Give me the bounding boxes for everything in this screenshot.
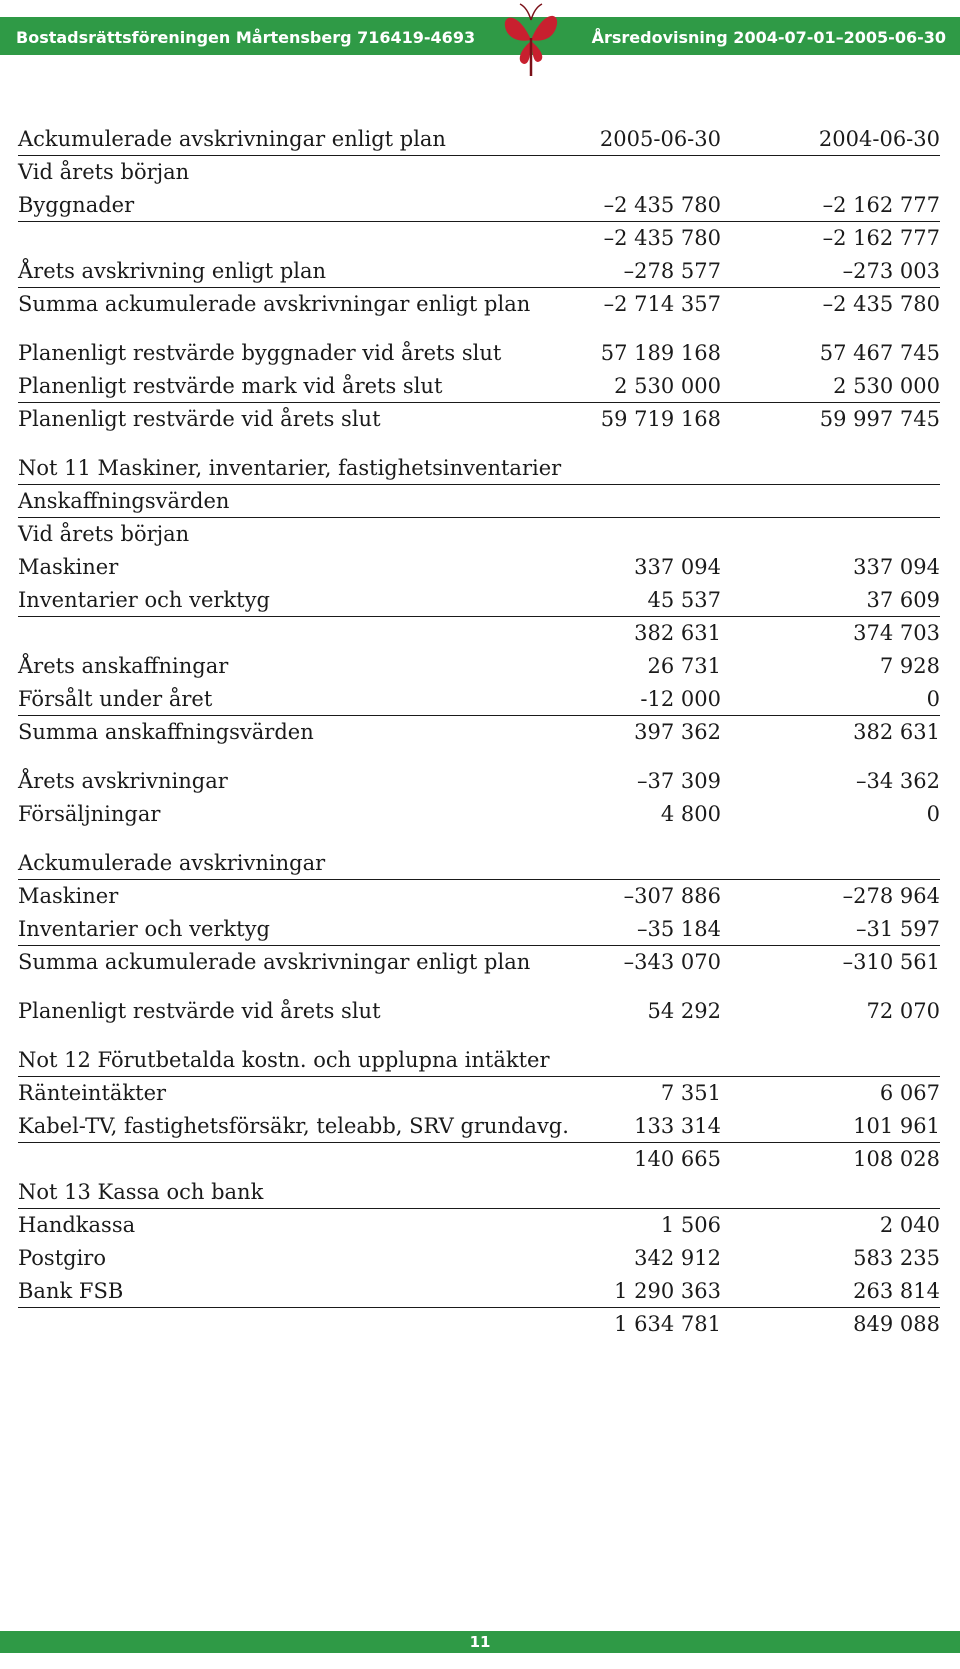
table-row: [18, 189, 940, 222]
value-2005: 342 912: [634, 1246, 721, 1270]
value-2005: –2 435 780: [603, 193, 721, 217]
butterfly-logo-icon: [500, 0, 562, 78]
row-label: Bank FSB: [18, 1279, 124, 1303]
value-2005: 1 506: [660, 1213, 721, 1237]
value-2004: –2 162 777: [822, 226, 940, 250]
table-row: [18, 1044, 940, 1077]
value-2004: 101 961: [853, 1114, 940, 1138]
table-row: [18, 403, 940, 436]
row-label: Vid årets början: [18, 522, 190, 546]
value-2004: 0: [926, 687, 940, 711]
table-row: [18, 370, 940, 403]
value-2005: 45 537: [647, 588, 721, 612]
row-label: Not 12 Förutbetalda kostn. och upplupna intäkter: [18, 1048, 550, 1072]
value-2005: 2 530 000: [614, 374, 721, 398]
value-2005: –2 435 780: [603, 226, 721, 250]
financial-notes: [18, 123, 940, 1341]
row-label: Kabel-TV, fastighetsförsäkr, teleabb, SRV grundavg.: [18, 1114, 569, 1138]
value-2004: 37 609: [866, 588, 940, 612]
table-row: [18, 1275, 940, 1308]
row-label: Årets anskaffningar: [18, 654, 229, 678]
value-2004: 57 467 745: [819, 341, 940, 365]
table-row: [18, 880, 940, 913]
table-row: [18, 1077, 940, 1110]
row-label: Försålt under året: [18, 687, 213, 711]
row-label: Anskaffningsvärden: [18, 489, 230, 513]
value-2005: 54 292: [647, 999, 721, 1023]
page-footer: [0, 1631, 960, 1653]
table-row: [18, 156, 940, 189]
row-label: Inventarier och verktyg: [18, 917, 270, 941]
value-2004: 59 997 745: [819, 407, 940, 431]
value-2004: 6 067: [879, 1081, 940, 1105]
value-2004: 337 094: [853, 555, 940, 579]
value-2005: 397 362: [634, 720, 721, 744]
value-2005: 133 314: [634, 1114, 721, 1138]
row-label: Byggnader: [18, 193, 135, 217]
row-label: Ackumulerade avskrivningar: [18, 851, 326, 875]
row-label: Försäljningar: [18, 802, 161, 826]
row-label: Årets avskrivningar: [18, 769, 228, 793]
row-label: Maskiner: [18, 555, 119, 579]
table-row: [18, 995, 940, 1028]
row-label: Årets avskrivning enligt plan: [18, 259, 327, 283]
table-row: [18, 946, 940, 979]
value-2005: –307 886: [623, 884, 721, 908]
table-row: [18, 1110, 940, 1143]
value-2005: -12 000: [640, 687, 721, 711]
table-row: [18, 1308, 940, 1341]
value-2004: 374 703: [853, 621, 940, 645]
row-label: Summa anskaffningsvärden: [18, 720, 314, 744]
value-2005: 7 351: [660, 1081, 721, 1105]
table-row: [18, 617, 940, 650]
table-row: [18, 485, 940, 518]
value-2004: 0: [926, 802, 940, 826]
table-row: [18, 518, 940, 551]
table-row: [18, 683, 940, 716]
row-label: Not 13 Kassa och bank: [18, 1180, 264, 1204]
value-2004: –310 561: [842, 950, 940, 974]
value-2004: 2004-06-30: [818, 127, 940, 151]
value-2004: –2 162 777: [822, 193, 940, 217]
table-row: [18, 123, 940, 156]
report-period: Årsredovisning 2004-07-01–2005-06-30: [591, 28, 946, 47]
value-2004: 2 040: [879, 1213, 940, 1237]
value-2004: 382 631: [853, 720, 940, 744]
row-label: Planenligt restvärde mark vid årets slut: [18, 374, 443, 398]
table-row: [18, 551, 940, 584]
table-row: [18, 1143, 940, 1176]
value-2005: –343 070: [623, 950, 721, 974]
table-row: [18, 798, 940, 831]
value-2005: 1 290 363: [614, 1279, 721, 1303]
value-2005: –35 184: [637, 917, 721, 941]
value-2005: 1 634 781: [614, 1312, 721, 1336]
value-2004: 849 088: [853, 1312, 940, 1336]
table-row: [18, 584, 940, 617]
row-label: Summa ackumulerade avskrivningar enligt plan: [18, 292, 531, 316]
table-row: [18, 913, 940, 946]
table-row: [18, 288, 940, 321]
table-row: [18, 255, 940, 288]
table-row: [18, 222, 940, 255]
row-label: Postgiro: [18, 1246, 106, 1270]
value-2004: –2 435 780: [822, 292, 940, 316]
page-header: [0, 17, 960, 55]
table-row: [18, 847, 940, 880]
value-2004: –34 362: [856, 769, 940, 793]
row-label: Ränteintäkter: [18, 1081, 167, 1105]
value-2005: –2 714 357: [603, 292, 721, 316]
row-label: Inventarier och verktyg: [18, 588, 270, 612]
row-label: Not 11 Maskiner, inventarier, fastighetsinventarier: [18, 456, 562, 480]
value-2005: 140 665: [634, 1147, 721, 1171]
row-label: Handkassa: [18, 1213, 136, 1237]
row-label: Summa ackumulerade avskrivningar enligt plan: [18, 950, 531, 974]
value-2004: 263 814: [853, 1279, 940, 1303]
value-2005: 26 731: [647, 654, 721, 678]
table-row: [18, 1209, 940, 1242]
row-label: Vid årets början: [18, 160, 190, 184]
value-2005: 4 800: [660, 802, 721, 826]
value-2004: 583 235: [853, 1246, 940, 1270]
organization-name: Bostadsrättsföreningen Mårtensberg 716419-4693: [16, 28, 476, 47]
value-2005: 57 189 168: [600, 341, 721, 365]
value-2004: –273 003: [842, 259, 940, 283]
value-2005: 2005-06-30: [599, 127, 721, 151]
value-2004: 7 928: [879, 654, 940, 678]
table-row: [18, 1176, 940, 1209]
table-row: [18, 716, 940, 749]
table-row: [18, 452, 940, 485]
value-2005: 59 719 168: [600, 407, 721, 431]
value-2004: 108 028: [853, 1147, 940, 1171]
row-label: Planenligt restvärde vid årets slut: [18, 407, 381, 431]
value-2004: 2 530 000: [833, 374, 940, 398]
value-2005: –37 309: [637, 769, 721, 793]
page-number: 11: [469, 1633, 491, 1651]
value-2005: –278 577: [623, 259, 721, 283]
table-row: [18, 765, 940, 798]
value-2005: 337 094: [634, 555, 721, 579]
row-label: Planenligt restvärde byggnader vid årets slut: [18, 341, 502, 365]
value-2004: 72 070: [866, 999, 940, 1023]
value-2004: –278 964: [842, 884, 940, 908]
row-label: Ackumulerade avskrivningar enligt plan: [18, 127, 446, 151]
value-2004: –31 597: [856, 917, 940, 941]
table-row: [18, 1242, 940, 1275]
table-row: [18, 650, 940, 683]
row-label: Planenligt restvärde vid årets slut: [18, 999, 381, 1023]
table-row: [18, 337, 940, 370]
row-label: Maskiner: [18, 884, 119, 908]
value-2005: 382 631: [634, 621, 721, 645]
